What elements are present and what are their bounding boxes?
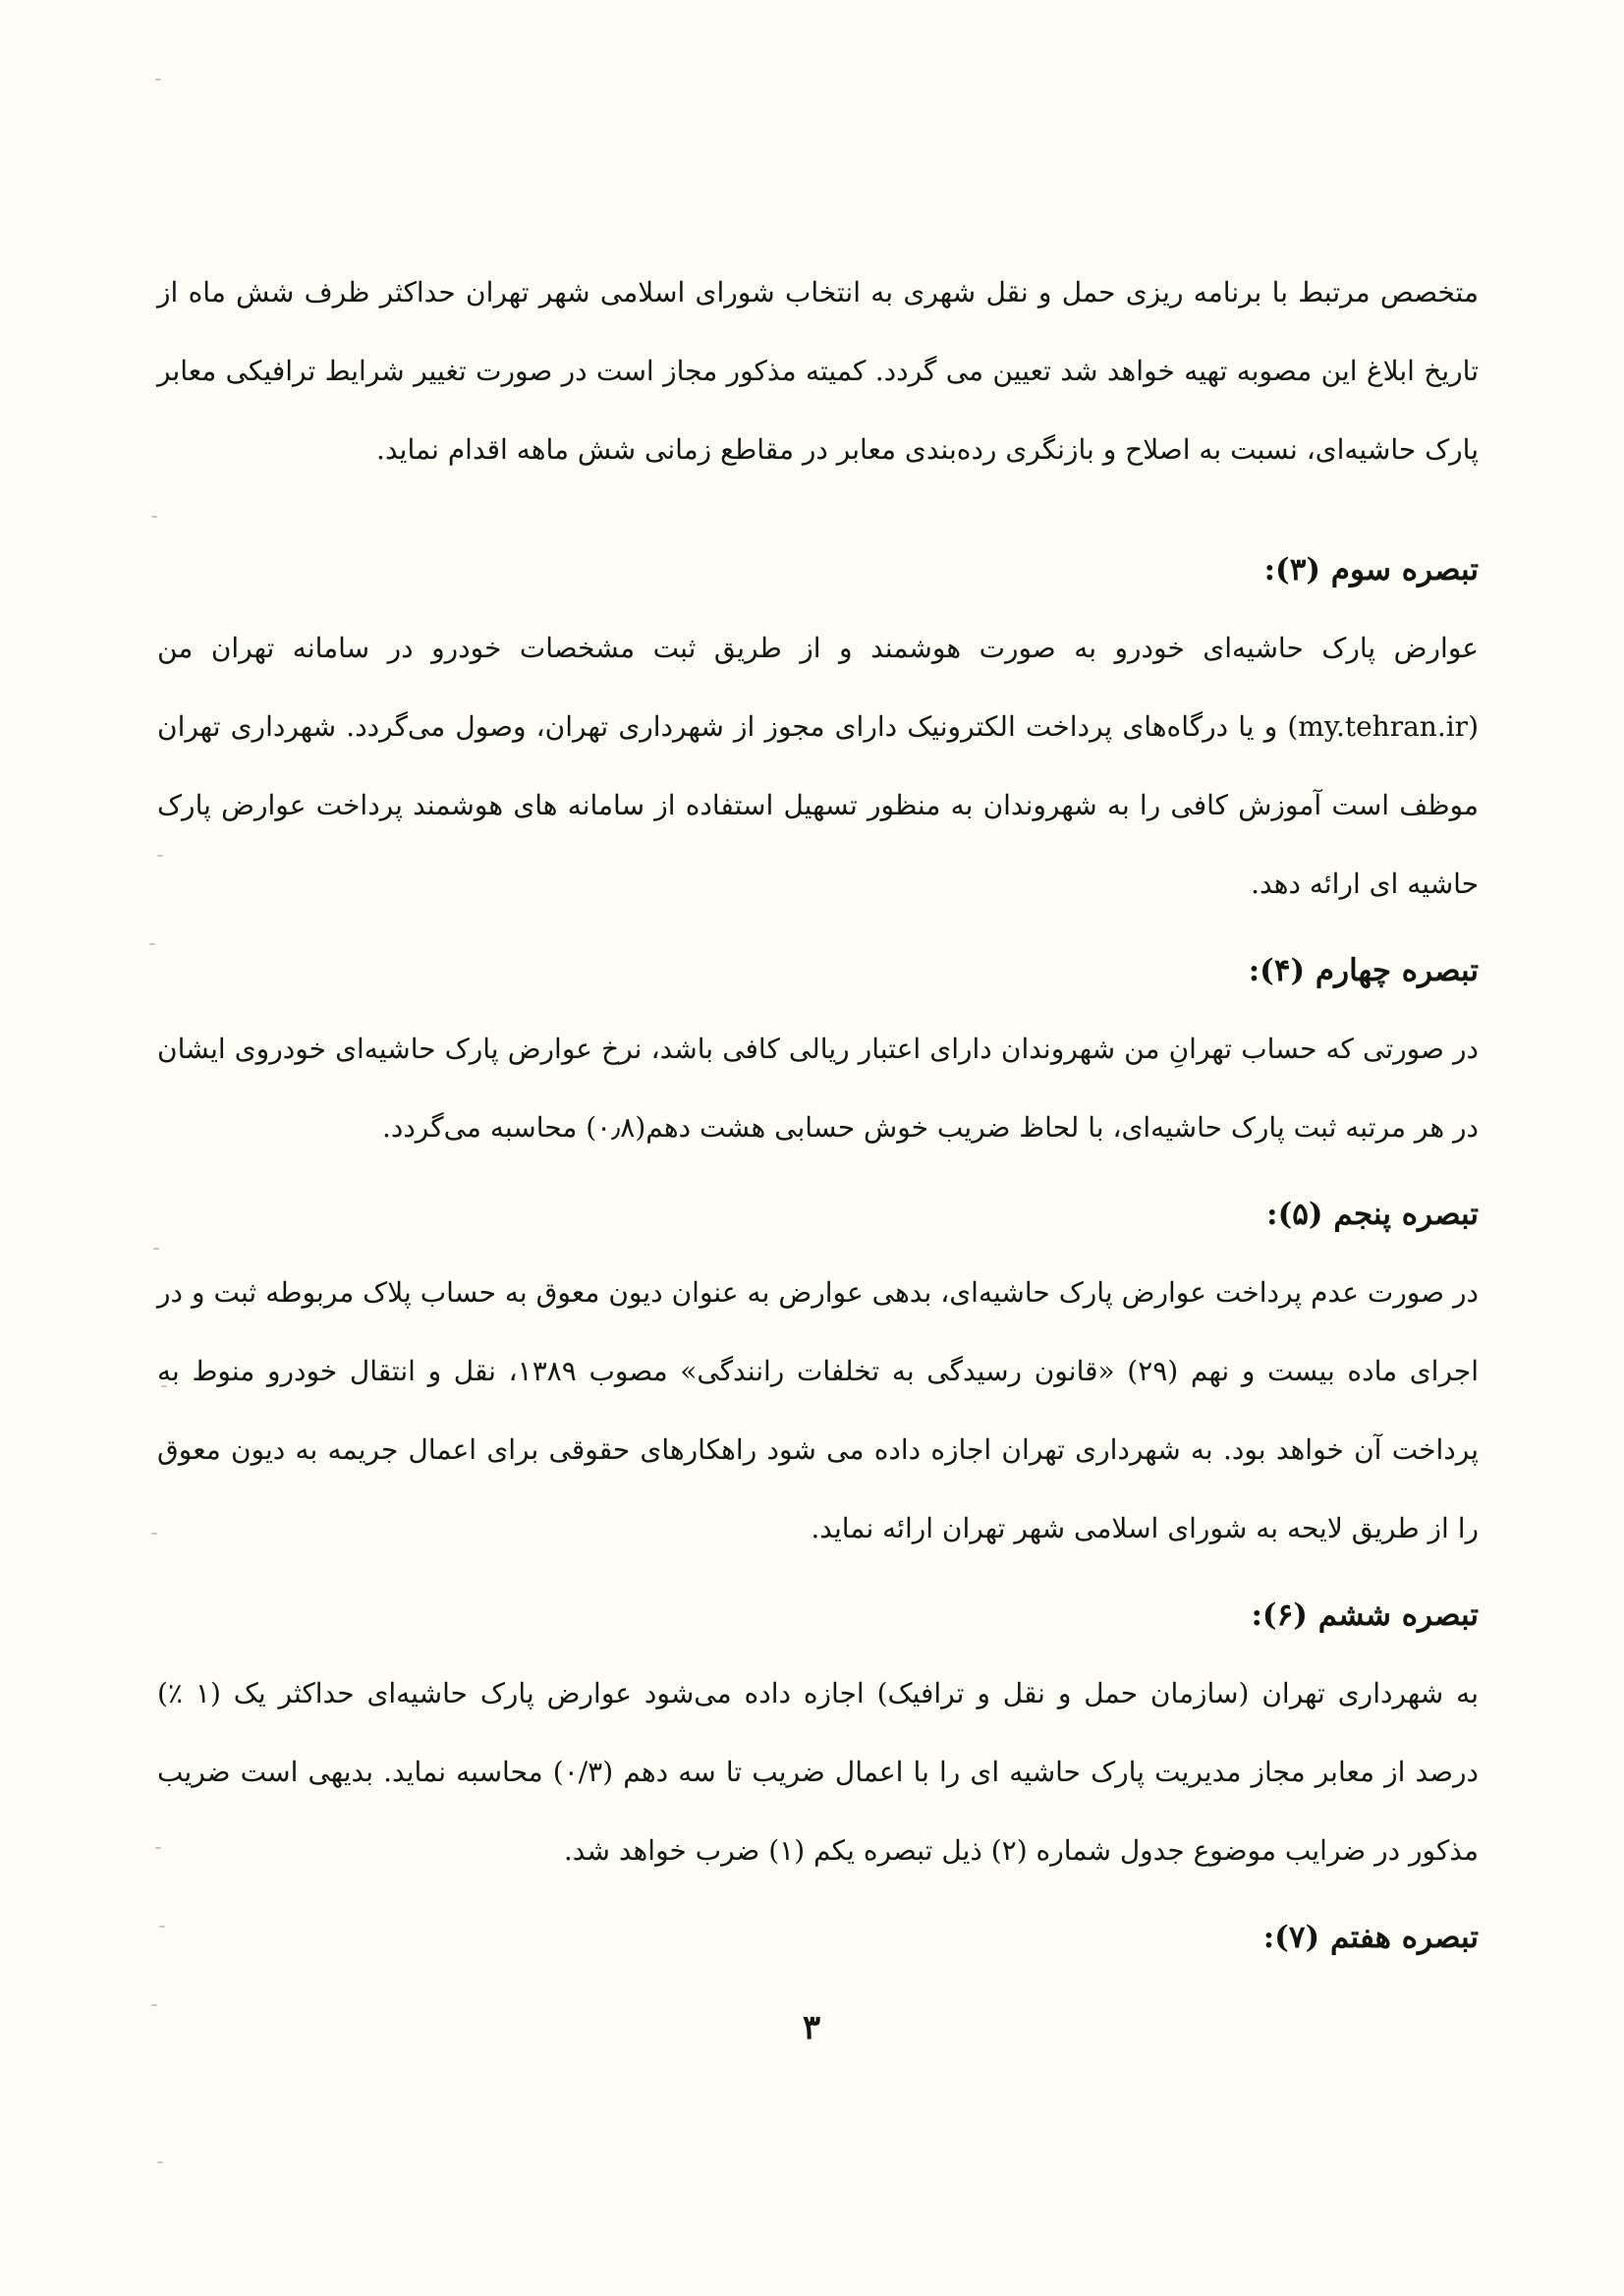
heading-note-3: تبصره سوم (۳):	[1263, 552, 1479, 588]
paragraph-committee: متخصص مرتبط با برنامه ریزی حمل و نقل شهری به انتخاب شورای اسلامی شهر تهران حداکثر ظرف شش ماه از تاریخ ابلاغ این مصوبه تهیه خواهد شد تعیین می گردد. کمیته مذکور مجاز است در صورت تغییر شرایط ترافیکی معابر پارک حاشیه‌ای، نسبت به اصلاح و بازنگری رده‌بندی معابر در مقاطع زمانی شش ماهه اقدام نماید.	[157, 276, 1479, 466]
paragraph-note-4: در صورتی که حساب تهرانِ من شهروندان دارای اعتبار ریالی کافی باشد، نرخ عوارض پارک حاشیه‌ای خودروی ایشان در هر مرتبه ثبت پارک حاشیه‌ای، با لحاظ ضریب خوش حسابی هشت دهم(۰٫۸) محاسبه می‌گردد.	[157, 1033, 1479, 1144]
tehran-man-url: my.tehran.ir	[1298, 710, 1469, 743]
heading-note-7: تبصره هفتم (۷):	[1262, 1920, 1479, 1955]
paragraph-note-3-before: عوارض پارک حاشیه‌ای خودرو به صورت هوشمند و از طریق ثبت مشخصات خودرو در سامانه تهران من (	[157, 632, 1479, 743]
paragraph-note-5: در صورت عدم پرداخت عوارض پارک حاشیه‌ای، بدهی عوارض به عنوان دیون معوق به حساب پلاک مربوطه ثبت و در اجرای ماده بیست و نهم (۲۹) «قانون رسیدگی به تخلفات رانندگی» مصوب ۱۳۸۹، نقل و انتقال خودرو منوط به پرداخت آن خواهد بود. به شهرداری تهران اجازه داده می شود راهکارهای حقوقی برای اعمال جریمه به دیون معوق را از طریق لایحه به شورای اسلامی شهر تهران ارائه نماید.	[157, 1276, 1479, 1544]
heading-note-6: تبصره ششم (۶):	[1251, 1597, 1479, 1633]
paragraph-note-6: به شهرداری تهران (سازمان حمل و نقل و ترافیک) اجازه داده می‌شود عوارض پارک حاشیه‌ای حداکثر یک (۱ ٪) درصد از معابر مجاز مدیریت پارک حاشیه ای را با اعمال ضریب تا سه دهم (۰/۳) محاسبه نماید. بدیهی است ضریب مذکور در ضرایب موضوع جدول شماره (۲) ذیل تبصره یکم (۱) ضرب خواهد شد.	[157, 1677, 1479, 1867]
heading-note-5: تبصره پنجم (۵):	[1266, 1197, 1479, 1232]
paragraph-note-3-after: ) و یا درگاه‌های پرداخت الکترونیک دارای مجوز از شهرداری تهران، وصول می‌گردد. شهرداری تهران موظف است آموزش کافی را به شهروندان به منظور تسهیل استفاده از سامانه های هوشمند پرداخت عوارض پارک حاشیه ای ارائه دهد.	[157, 710, 1479, 900]
heading-note-4: تبصره چهارم (۴):	[1248, 953, 1479, 988]
paragraph-note-3	[157, 609, 1479, 924]
page-number: ۳	[802, 2008, 821, 2047]
document-body	[157, 253, 1479, 1977]
